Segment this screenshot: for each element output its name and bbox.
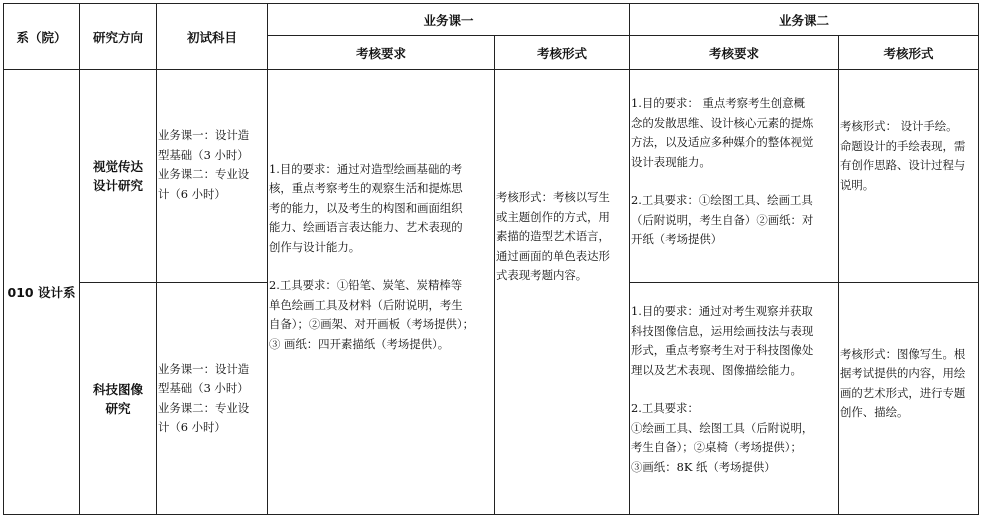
requirement-line: 开纸（考场提供）	[631, 232, 723, 247]
direction-line: 科技图像	[92, 381, 143, 397]
requirement-line: 核，重点考察考生的观察生活和提炼思	[269, 181, 463, 196]
subject-line: 型基础（3 小时）	[158, 381, 249, 395]
requirement-line: 考的能力，以及考生的构图和画面组织	[269, 200, 463, 215]
subject-line: 计（6 小时）	[158, 186, 226, 201]
requirement-line: （后附说明，考生自备）②画纸：对	[631, 212, 814, 227]
direction-line: 设计研究	[92, 178, 143, 193]
course-2-form	[839, 283, 979, 515]
direction-scientific-imaging	[80, 283, 157, 515]
header-direction: 研究方向	[80, 4, 157, 70]
subject-line: 业务课二：专业设	[158, 167, 250, 181]
form-line: 式表现考题内容。	[496, 268, 588, 283]
header-course-2: 业务课二	[630, 4, 979, 36]
form-line: 有创作思路、设计过程与	[840, 158, 966, 172]
header-course-1: 业务课一	[268, 4, 630, 36]
course-2-requirement	[630, 70, 839, 283]
requirement-line: 1.目的要求：通过对造型绘画基础的考	[269, 161, 463, 176]
header-course-2-requirement: 考核要求	[630, 36, 839, 70]
requirement-line: 理以及艺术表现、图像描绘能力。	[631, 362, 802, 377]
requirement-line: 2.工具要求：①绘图工具、绘画工具	[631, 193, 813, 208]
requirement-line: 科技图像信息，运用绘画技法与表现	[631, 323, 814, 338]
requirement-line: 念的发散思维、设计核心元素的提炼	[631, 115, 814, 130]
subject-line: 计（6 小时）	[158, 420, 226, 434]
header-course-2-form: 考核形式	[839, 36, 979, 70]
header-subjects: 初试科目	[157, 4, 268, 70]
requirement-line: 单色绘画工具及材料（后附说明，考生	[269, 297, 463, 312]
requirement-line: ③画纸：8K 纸（考场提供）	[631, 459, 776, 474]
requirement-line: 创作与设计能力。	[269, 239, 361, 254]
form-line: 考核形式： 设计手绘。	[840, 119, 958, 133]
direction-visual-communication	[80, 70, 157, 283]
form-line: 素描的造型艺术语言，	[496, 229, 610, 244]
subject-line: 业务课二：专业设	[158, 400, 250, 415]
requirement-line: 能力、绘画语言表达能力、艺术表现的	[269, 220, 463, 235]
requirement-line: 1.目的要求： 重点考察考生创意概	[631, 96, 805, 111]
subject-line: 型基础（3 小时）	[158, 147, 249, 162]
form-line: 考核形式：图像写生。根	[840, 346, 966, 361]
exam-subjects	[157, 283, 268, 515]
requirement-line: 设计表现能力。	[631, 154, 711, 169]
form-line: 据考试提供的内容，用绘	[840, 366, 966, 380]
form-line: 通过画面的单色表达形	[496, 248, 610, 263]
requirement-line: 2.工具要求：①铅笔、炭笔、炭精棒等	[269, 278, 463, 293]
header-course-1-requirement: 考核要求	[268, 36, 495, 70]
requirement-line: 1.目的要求：通过对考生观察并获取	[631, 304, 813, 318]
department-name: 010 设计系	[4, 70, 80, 515]
requirement-line: 方法，以及适应多种媒介的整体视觉	[631, 135, 814, 150]
exam-subjects	[157, 70, 268, 283]
admission-table	[3, 3, 979, 515]
header-course-1-form: 考核形式	[495, 36, 630, 70]
subject-line: 业务课一：设计造	[158, 361, 250, 376]
requirement-line: 2.工具要求：	[631, 401, 699, 415]
direction-line: 视觉传达	[92, 159, 143, 174]
course-2-requirement	[630, 283, 839, 515]
form-line: 或主题创作的方式，用	[496, 209, 610, 224]
form-line: 说明。	[840, 177, 875, 192]
course-1-form	[495, 70, 630, 515]
requirement-line: ①绘画工具、绘图工具（后附说明，	[631, 420, 814, 435]
course-2-form	[839, 70, 979, 283]
form-line: 考核形式：考核以写生	[496, 190, 610, 205]
requirement-line: 自备）；②画架、对开画板（考场提供）；	[269, 317, 475, 332]
requirement-line: 考生自备）；②桌椅（考场提供）；	[631, 440, 802, 454]
requirement-line: 形式，重点考察考生对于科技图像处	[631, 343, 814, 357]
requirement-line: ③ 画纸：四开素描纸（考场提供）。	[269, 336, 450, 351]
form-line: 画的艺术形式，进行专题	[840, 385, 966, 400]
form-line: 命题设计的手绘表现，需	[840, 138, 966, 153]
direction-line: 研究	[105, 400, 131, 416]
course-1-requirement	[268, 70, 495, 515]
subject-line: 业务课一：设计造	[158, 128, 250, 142]
header-department: 系（院）	[4, 4, 80, 70]
form-line: 创作、描绘。	[840, 405, 909, 419]
